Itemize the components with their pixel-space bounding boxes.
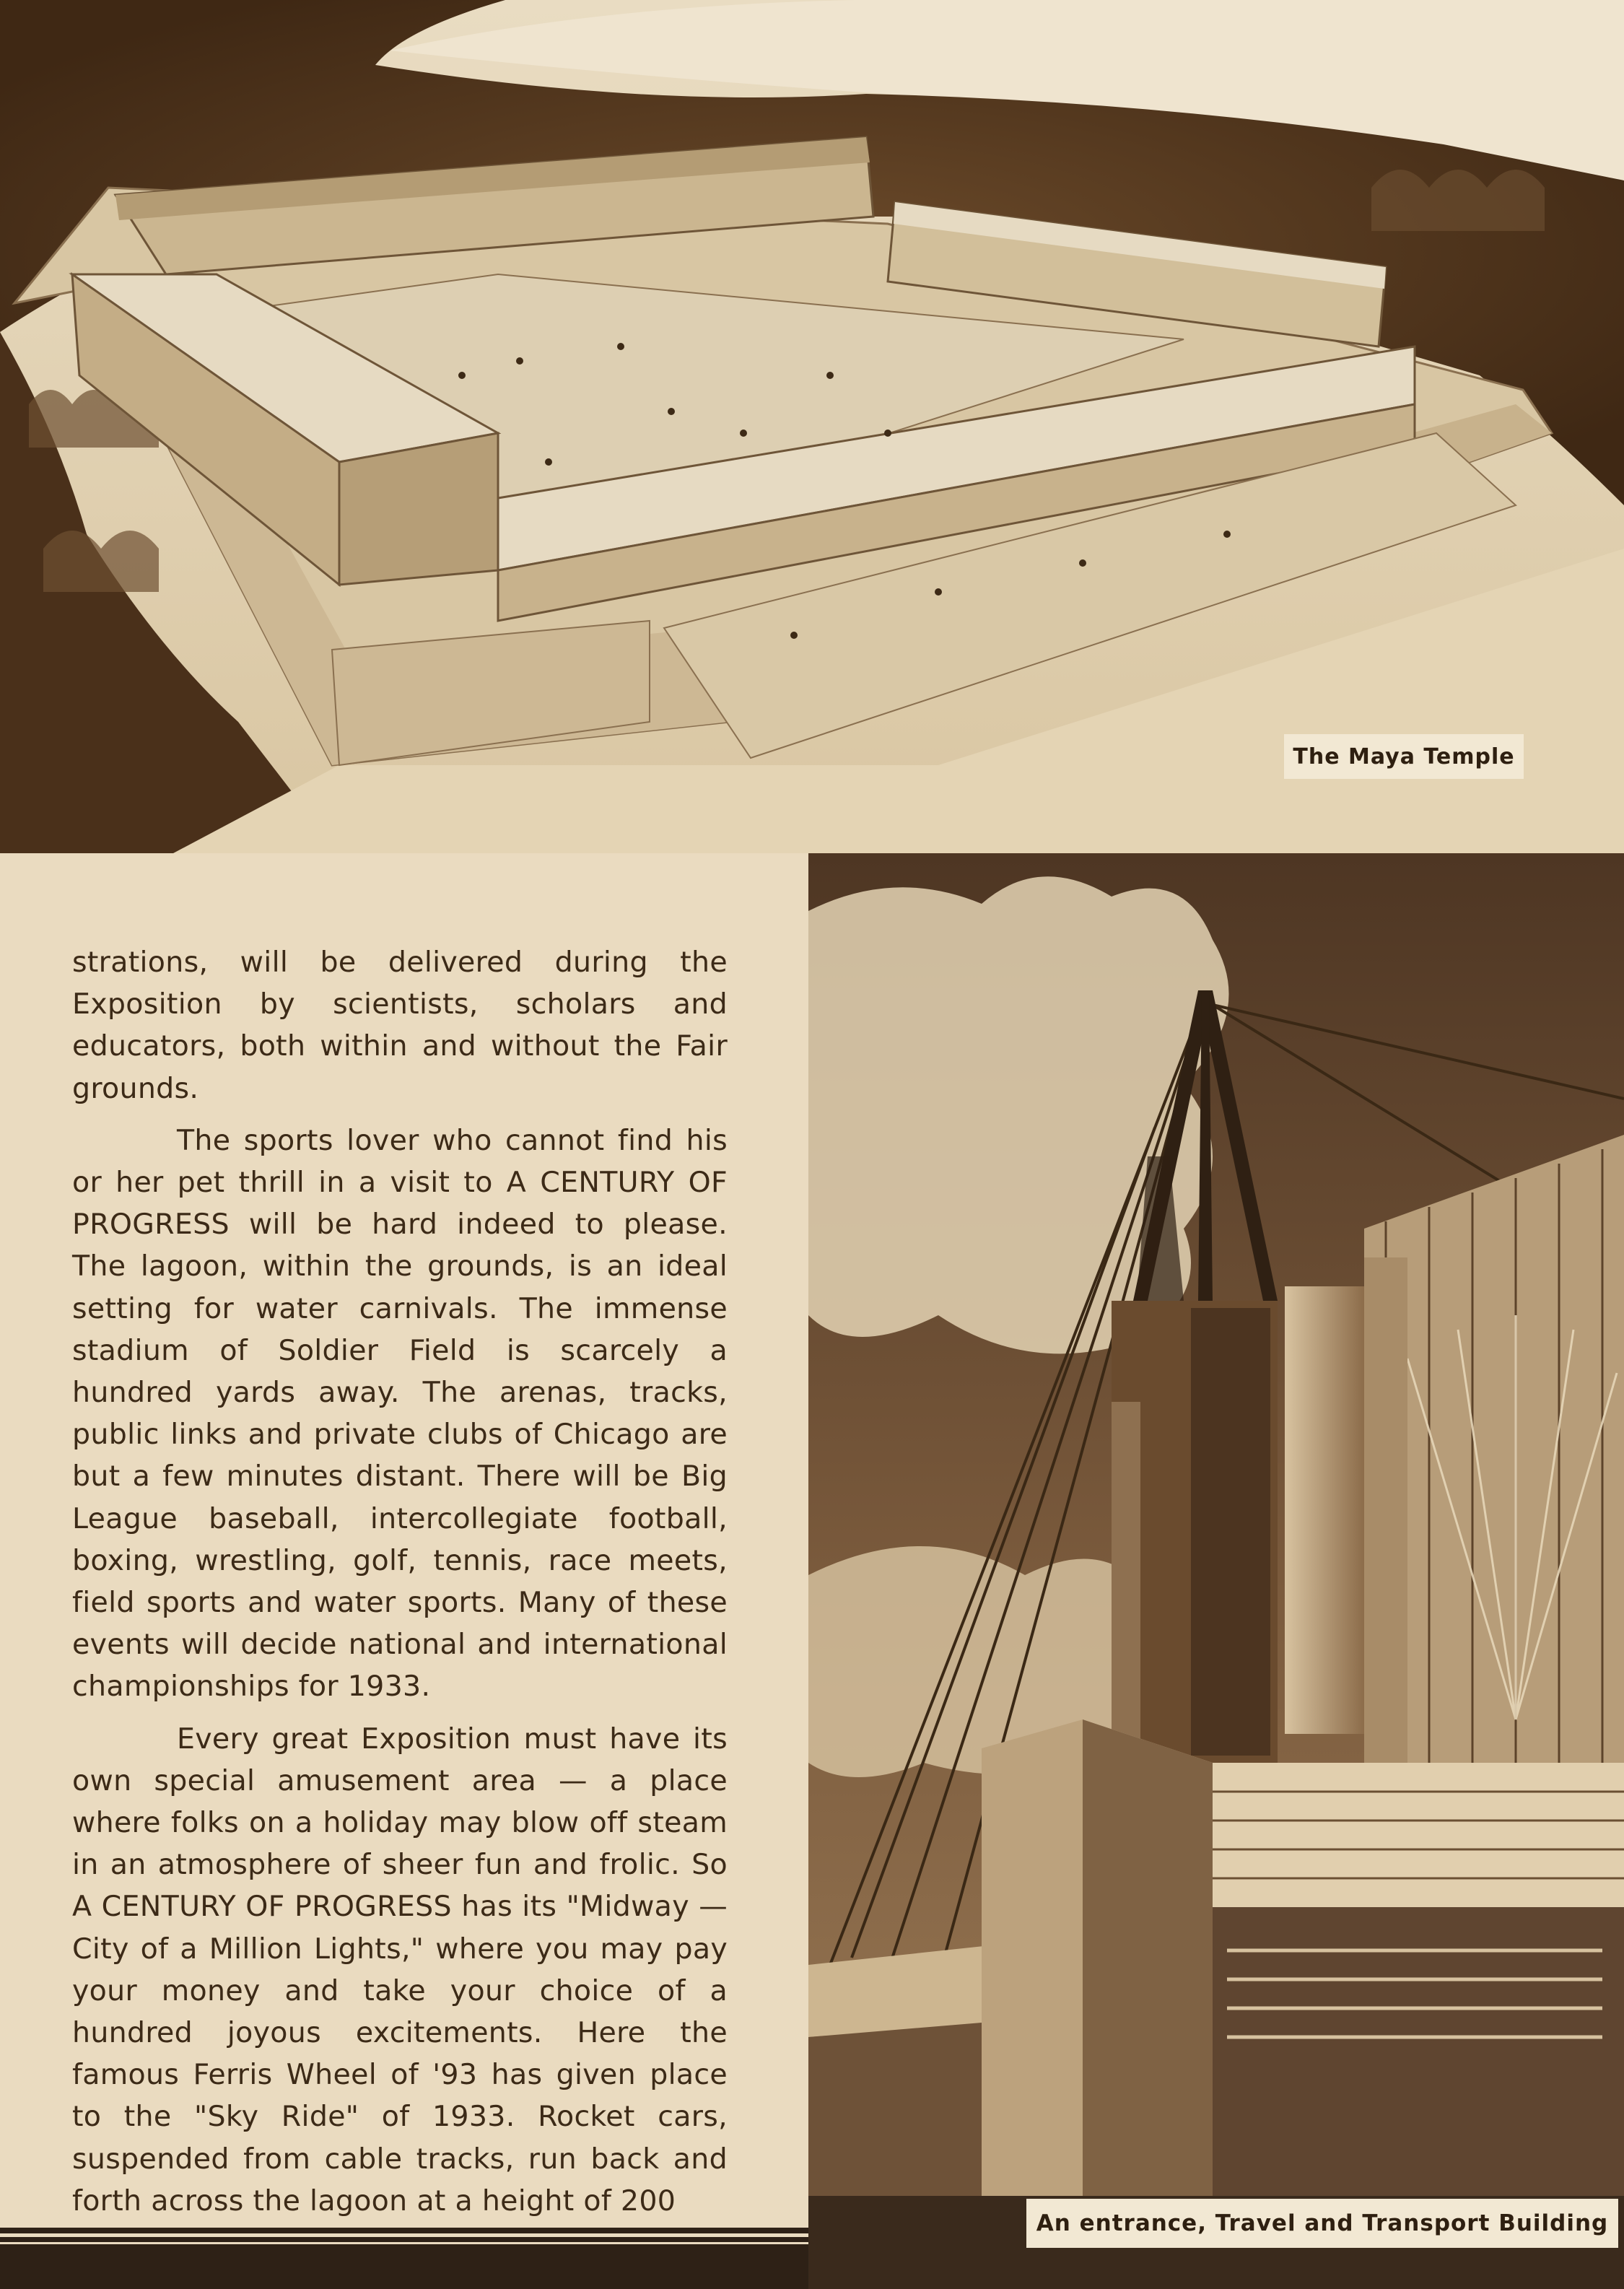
article-column <box>0 853 808 2228</box>
travel-transport-building-image <box>808 853 1624 2289</box>
maya-temple-caption: The Maya Temple <box>1284 734 1524 779</box>
article-body <box>72 941 728 2232</box>
travel-building-caption: An entrance, Travel and Transport Building <box>1026 2199 1618 2248</box>
border-rule <box>0 2233 808 2237</box>
travel-transport-photo <box>808 853 1624 2289</box>
paragraph-sports: The sports lover who cannot find his or her pet thrill in a visit to A CENTURY OF PROGRESS will be hard indeed to please. The lagoon, within the grounds, is an ideal setting for water carnivals. The immense stadium of Soldier Field is scarcely a hundred yards away. The arenas, tracks, public links and private clubs of Chicago are but a few minutes distant. There will be Big League baseball, intercollegiate football, boxing, wrestling, golf, tennis, race meets, field sports and water sports. Many of these events will decide national and international championships for 1933. <box>72 1123 728 1704</box>
paragraph-midway: Every great Exposition must have its own special amusement area — a place where folks on a holiday may blow off steam in an atmosphere of sheer fun and frolic. So A CENTURY OF PROGRESS has its "Midway — City of a Million Lights," where you may pay your money and take your choice of a hundred joyous excitements. Here the famous Ferris Wheel of '93 has given place to the "Sky Ride" of 1933. Rocket cars, suspended from cable tracks, run back and forth across the lagoon at a height of 200 <box>72 1722 728 2218</box>
maya-temple-illustration <box>0 0 1624 853</box>
bottom-border-strip <box>0 2228 808 2289</box>
maya-temple-drawing <box>0 0 1624 853</box>
border-rule <box>0 2242 808 2244</box>
paragraph-intro: strations, will be delivered during the Exposition by scientists, scholars and educators, both within and without the Fair grounds. <box>72 946 728 1105</box>
